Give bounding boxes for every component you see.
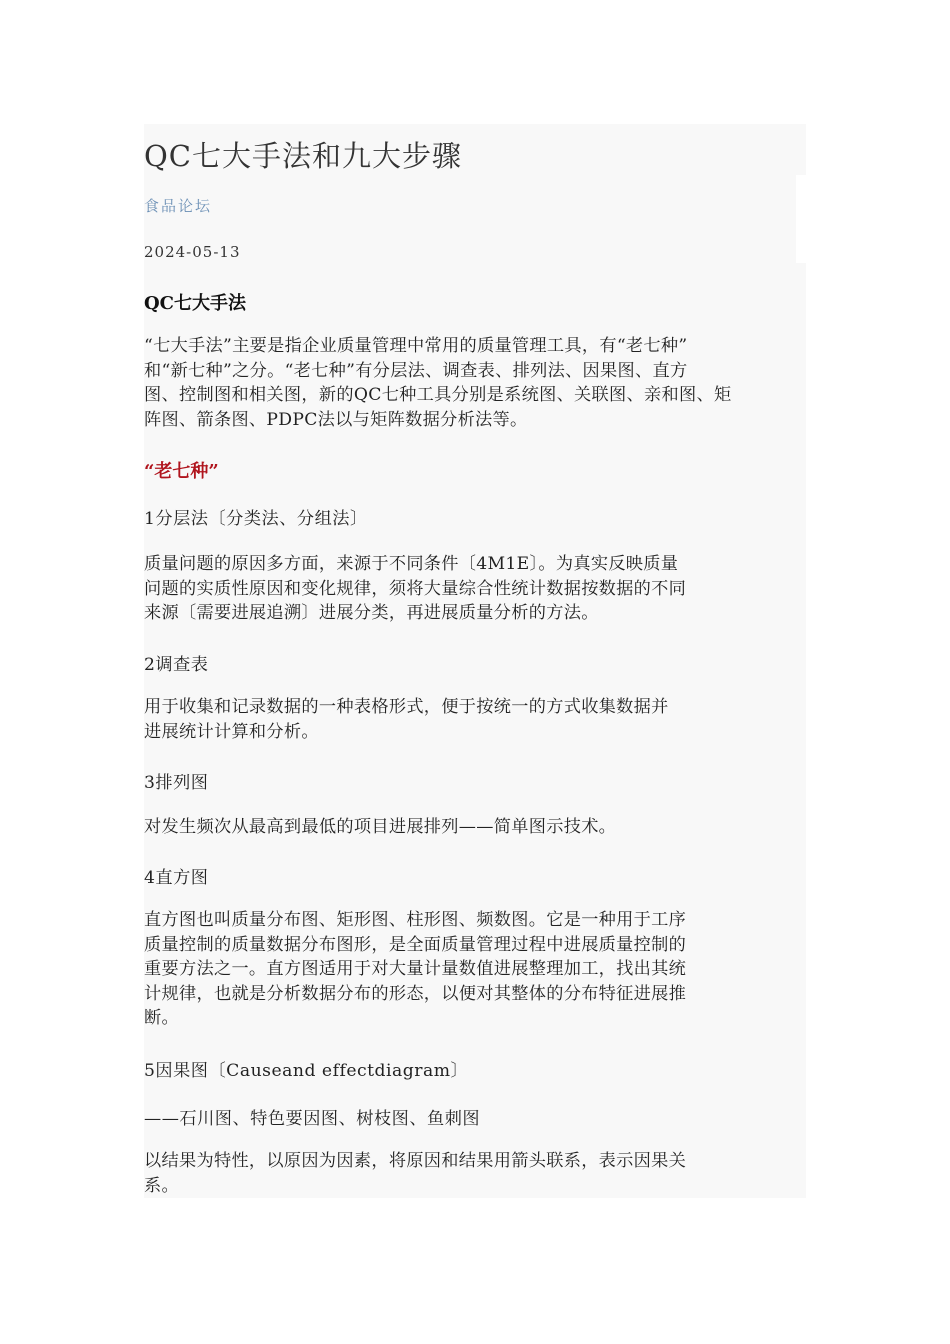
section-heading: QC七大手法	[144, 293, 247, 314]
item-paragraph	[144, 552, 806, 626]
source-link[interactable]: 食品论坛	[144, 197, 213, 215]
article-title: QC七大手法和九大步骤	[144, 139, 462, 173]
text-line: 来源〔需要进展追溯〕进展分类，再进展质量分析的方法。	[144, 603, 599, 624]
item-paragraph	[144, 1149, 806, 1198]
text-line: 对发生频次从最高到最低的项目进展排列——简单图示技术。	[144, 817, 617, 837]
text-line: 质量控制的质量数据分布图形，是全面质量管理过程中进展质量控制的	[144, 934, 687, 955]
text-line: 系。	[144, 1175, 179, 1196]
text-line: 质量问题的原因多方面，来源于不同条件〔4M1E〕。为真实反映质量	[144, 554, 679, 574]
item-subtitle: ——石川图、特色要因图、树枝图、鱼刺图	[144, 1109, 481, 1129]
item-title: 3排列图	[144, 773, 209, 793]
intro-paragraph	[144, 334, 806, 432]
text-line: “七大手法”主要是指企业质量管理中常用的质量管理工具，有“老七种”	[144, 336, 688, 356]
item-paragraph	[144, 815, 806, 840]
item-paragraph	[144, 695, 806, 744]
item-title: 1分层法〔分类法、分组法〕	[144, 509, 368, 529]
publish-date: 2024-05-13	[144, 243, 241, 261]
item-paragraph	[144, 908, 806, 1031]
text-line: 计规律，也就是分析数据分布的形态，以便对其整体的分布特征进展推	[144, 983, 687, 1004]
item-title: 2调查表	[144, 655, 209, 675]
article	[144, 124, 806, 1198]
text-line: 以结果为特性，以原因为因素，将原因和结果用箭头联系，表示因果关	[144, 1151, 687, 1171]
text-line: 和“新七种”之分。“老七种”有分层法、调查表、排列法、因果图、直方	[144, 360, 688, 381]
text-line: 进展统计计算和分析。	[144, 721, 319, 742]
text-line: 断。	[144, 1008, 179, 1029]
text-line: 用于收集和记录数据的一种表格形式，便于按统一的方式收集数据并	[144, 697, 669, 717]
text-line: 问题的实质性原因和变化规律，须将大量综合性统计数据按数据的不同	[144, 578, 687, 599]
subheading-old-seven: “老七种”	[144, 461, 219, 482]
text-line: 重要方法之一。直方图适用于对大量计量数值进展整理加工，找出其统	[144, 959, 687, 980]
text-line: 阵图、箭条图、PDPC法以与矩阵数据分析法等。	[144, 409, 528, 430]
text-line: 直方图也叫质量分布图、矩形图、柱形图、频数图。它是一种用于工序	[144, 910, 687, 930]
item-title: 4直方图	[144, 868, 209, 888]
text-line: 图、控制图和相关图，新的QC七种工具分别是系统图、关联图、亲和图、矩	[144, 385, 732, 406]
side-divider	[796, 175, 806, 263]
item-title: 5因果图〔Causeand effectdiagram〕	[144, 1061, 469, 1081]
